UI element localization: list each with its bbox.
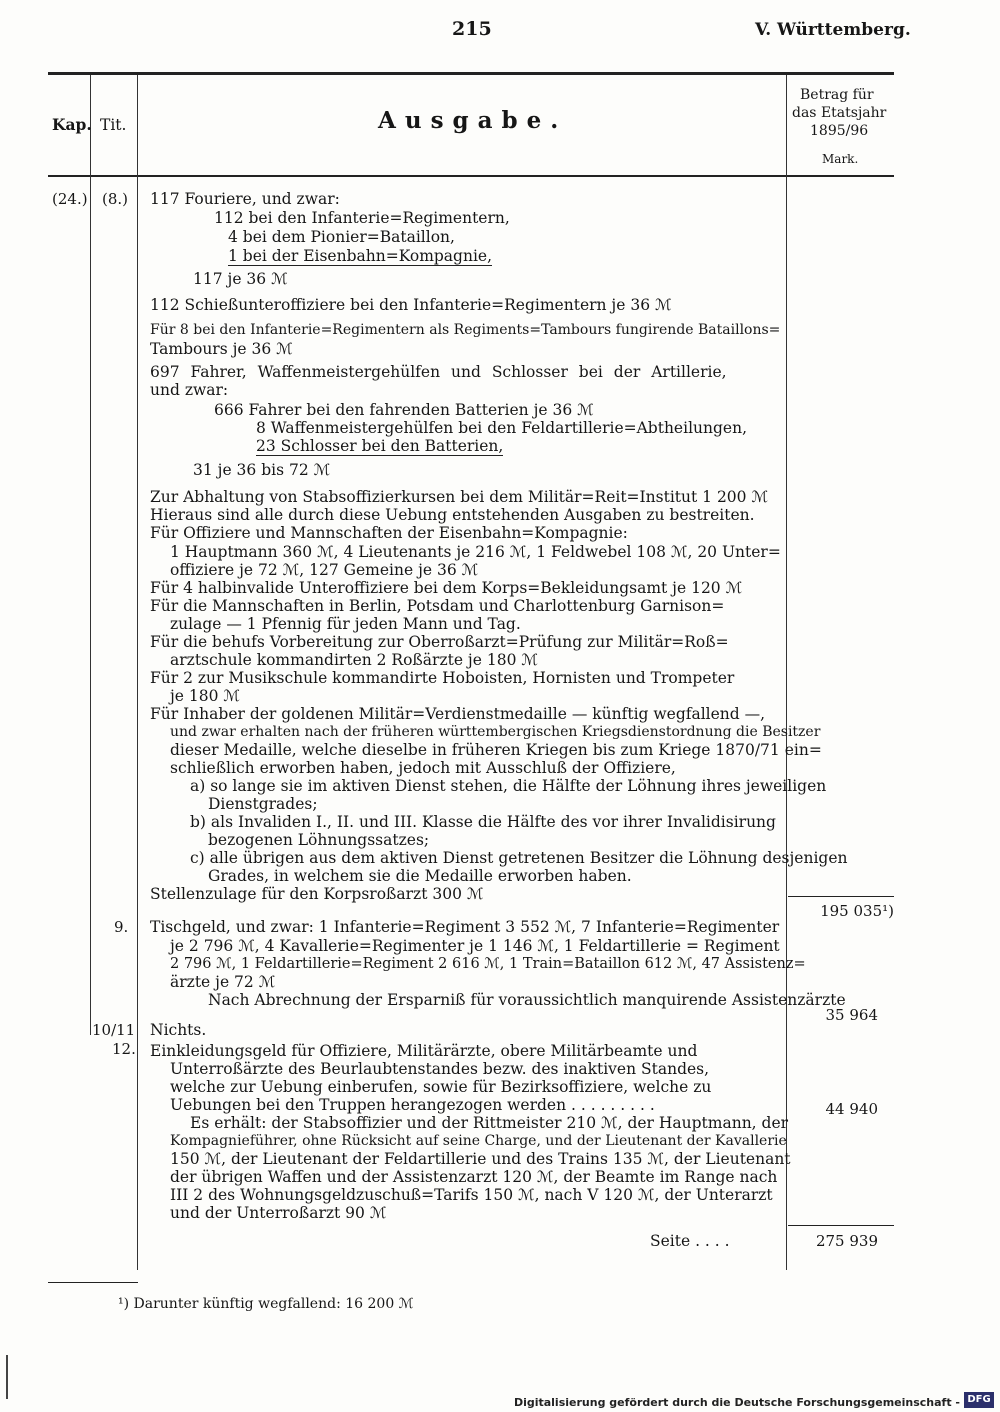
amount-value: 35 964	[825, 1006, 878, 1024]
footnote: ¹) Darunter künftig wegfallend: 16 200 ℳ	[118, 1296, 414, 1312]
amount-value: 44 940	[825, 1100, 878, 1118]
text-line: a) so lange sie im aktiven Dienst stehen, die Hälfte der Löhnung ihres jeweiligen	[190, 777, 827, 795]
digitization-credit: Digitalisierung gefördert durch die Deutsche Forschungsgemeinschaft -	[513, 1396, 960, 1409]
text-line: arztschule kommandirten 2 Roßärzte je 180 ℳ	[170, 651, 538, 669]
sum-rule	[788, 1225, 894, 1226]
text-line: offiziere je 72 ℳ, 127 Gemeine je 36 ℳ	[170, 561, 479, 579]
table-top-rule	[48, 72, 894, 75]
text-line: je 180 ℳ	[170, 687, 240, 705]
text-line: Kompagnieführer, ohne Rücksicht auf seine Charge, und der Lieutenant der Kavallerie	[170, 1133, 787, 1149]
text-line: 697 Fahrer, Waffenmeistergehülfen und Schlosser bei der Artillerie,	[150, 363, 727, 381]
text-line: 1 Hauptmann 360 ℳ, 4 Lieutenants je 216 ℳ, 1 Feldwebel 108 ℳ, 20 Unter=	[170, 543, 781, 561]
text-line: Für 8 bei den Infanterie=Regimentern als Regiments=Tambours fungirende Bataillons=	[150, 322, 781, 338]
text-line: Für die Mannschaften in Berlin, Potsdam und Charlottenburg Garnison=	[150, 597, 725, 615]
text-line: 23 Schlosser bei den Batterien,	[256, 437, 504, 455]
seite-label: Seite . . . .	[650, 1232, 730, 1250]
text-line: Einkleidungsgeld für Offiziere, Militärärzte, obere Militärbeamte und	[150, 1042, 698, 1060]
text-line: Hieraus sind alle durch diese Uebung entstehenden Ausgaben zu bestreiten.	[150, 506, 755, 524]
text-line: 1 bei der Eisenbahn=Kompagnie,	[228, 247, 493, 265]
text-line: Dienstgrades;	[208, 795, 318, 813]
text-line: Es erhält: der Stabsoffizier und der Rittmeister 210 ℳ, der Hauptmann, der	[190, 1114, 789, 1132]
text-line: Stellenzulage für den Korpsroßarzt 300 ℳ	[150, 885, 484, 903]
amount-value: 195 035¹)	[820, 902, 894, 920]
text-line: Unterroßärzte des Beurlaubtenstandes bezw. des inaktiven Standes,	[170, 1060, 710, 1078]
tit-header: Tit.	[100, 116, 127, 134]
text-line: Grades, in welchem sie die Medaille erworben haben.	[208, 867, 632, 885]
tit-9: 9.	[114, 918, 129, 936]
text-line: III 2 des Wohnungsgeldzuschuß=Tarifs 150 ℳ, nach V 120 ℳ, der Unterarzt	[170, 1186, 773, 1204]
text-line: 2 796 ℳ, 1 Feldartillerie=Regiment 2 616 ℳ, 1 Train=Bataillon 612 ℳ, 47 Assistenz=	[170, 956, 806, 972]
text-line: Zur Abhaltung von Stabsoffizierkursen bei dem Militär=Reit=Institut 1 200 ℳ	[150, 488, 769, 506]
text-line: ärzte je 72 ℳ	[170, 973, 276, 991]
text-line: 112 bei den Infanterie=Regimentern,	[214, 209, 510, 227]
text-line: b) als Invaliden I., II. und III. Klasse die Hälfte des vor ihrer Invalidisirung	[190, 813, 776, 831]
tit-divider	[137, 75, 138, 1270]
text-line: Für 4 halbinvalide Unteroffiziere bei dem Korps=Bekleidungsamt je 120 ℳ	[150, 579, 743, 597]
scan-edge-mark	[6, 1355, 8, 1399]
text-line: zulage — 1 Pfennig für jeden Mann und Tag.	[170, 615, 521, 633]
footnote-rule	[48, 1282, 138, 1283]
kap-24: (24.)	[52, 190, 88, 208]
amount-divider	[786, 75, 787, 1270]
amount-header-line1: Betrag für	[800, 87, 874, 103]
text-line: Nichts.	[150, 1021, 207, 1039]
kap-header: Kap.	[52, 115, 92, 134]
text-line: Nach Abrechnung der Ersparniß für voraussichtlich manquirende Assistenzärzte	[208, 991, 846, 1009]
amount-header-line2: das Etatsjahr	[792, 105, 887, 121]
text-line: bezogenen Löhnungssatzes;	[208, 831, 430, 849]
text-line: 4 bei dem Pionier=Bataillon,	[228, 228, 455, 246]
text-line: und der Unterroßarzt 90 ℳ	[170, 1204, 387, 1222]
page-number: 215	[452, 18, 492, 40]
text-line: 150 ℳ, der Lieutenant der Feldartillerie und des Trains 135 ℳ, der Lieutenant	[170, 1150, 791, 1168]
text-line: c) alle übrigen aus dem aktiven Dienst getretenen Besitzer die Löhnung desjenigen	[190, 849, 848, 867]
tit-10-11: 10/11	[92, 1021, 136, 1039]
amount-header-year: 1895/96	[810, 123, 869, 139]
text-line: Für die behufs Vorbereitung zur Oberroßarzt=Prüfung zur Militär=Roß=	[150, 633, 729, 651]
text-line: dieser Medaille, welche dieselbe in früheren Kriegen bis zum Kriege 1870/71 ein=	[170, 741, 822, 759]
running-head-state: V. Württemberg.	[755, 20, 911, 40]
header-bottom-rule	[48, 175, 894, 177]
text-line: und zwar:	[150, 381, 229, 399]
text-line: Für 2 zur Musikschule kommandirte Hoboisten, Hornisten und Trompeter	[150, 669, 735, 687]
text-line: schließlich erworben haben, jedoch mit Ausschluß der Offiziere,	[170, 759, 676, 777]
text-line: 8 Waffenmeistergehülfen bei den Feldartillerie=Abtheilungen,	[256, 419, 747, 437]
text-line: 31 je 36 bis 72 ℳ	[193, 461, 331, 479]
text-line: welche zur Uebung einberufen, sowie für Bezirksoffiziere, welche zu	[170, 1078, 712, 1096]
text-line: Für Inhaber der goldenen Militär=Verdienstmedaille — künftig wegfallend —,	[150, 705, 766, 723]
total-amount: 275 939	[815, 1232, 878, 1250]
kap-divider	[90, 75, 91, 1035]
text-line: 117 Fouriere, und zwar:	[150, 190, 340, 208]
text-line: 117 je 36 ℳ	[193, 270, 288, 288]
text-line: und zwar erhalten nach der früheren württembergischen Kriegsdienstordnung die Besitzer	[170, 724, 821, 740]
dfg-logo: DFG	[964, 1392, 994, 1408]
tit-8: (8.)	[102, 190, 129, 208]
text-line: 112 Schießunteroffiziere bei den Infanterie=Regimentern je 36 ℳ	[150, 296, 672, 314]
text-line: Für Offiziere und Mannschaften der Eisenbahn=Kompagnie:	[150, 524, 628, 542]
amount-unit: Mark.	[822, 152, 859, 166]
text-line: Tambours je 36 ℳ	[150, 340, 293, 358]
text-line: 666 Fahrer bei den fahrenden Batterien je 36 ℳ	[214, 401, 594, 419]
text-line: der übrigen Waffen und der Assistenzarzt 120 ℳ, der Beamte im Range nach	[170, 1168, 778, 1186]
amount-rule	[788, 896, 894, 897]
table-title: Ausgabe.	[378, 107, 568, 134]
text-line: Uebungen bei den Truppen herangezogen werden . . . . . . . . .	[170, 1096, 655, 1114]
text-line: Tischgeld, und zwar: 1 Infanterie=Regiment 3 552 ℳ, 7 Infanterie=Regimenter	[150, 918, 780, 936]
tit-12: 12.	[112, 1040, 136, 1058]
text-line: je 2 796 ℳ, 4 Kavallerie=Regimenter je 1 146 ℳ, 1 Feldartillerie = Regiment	[170, 937, 780, 955]
